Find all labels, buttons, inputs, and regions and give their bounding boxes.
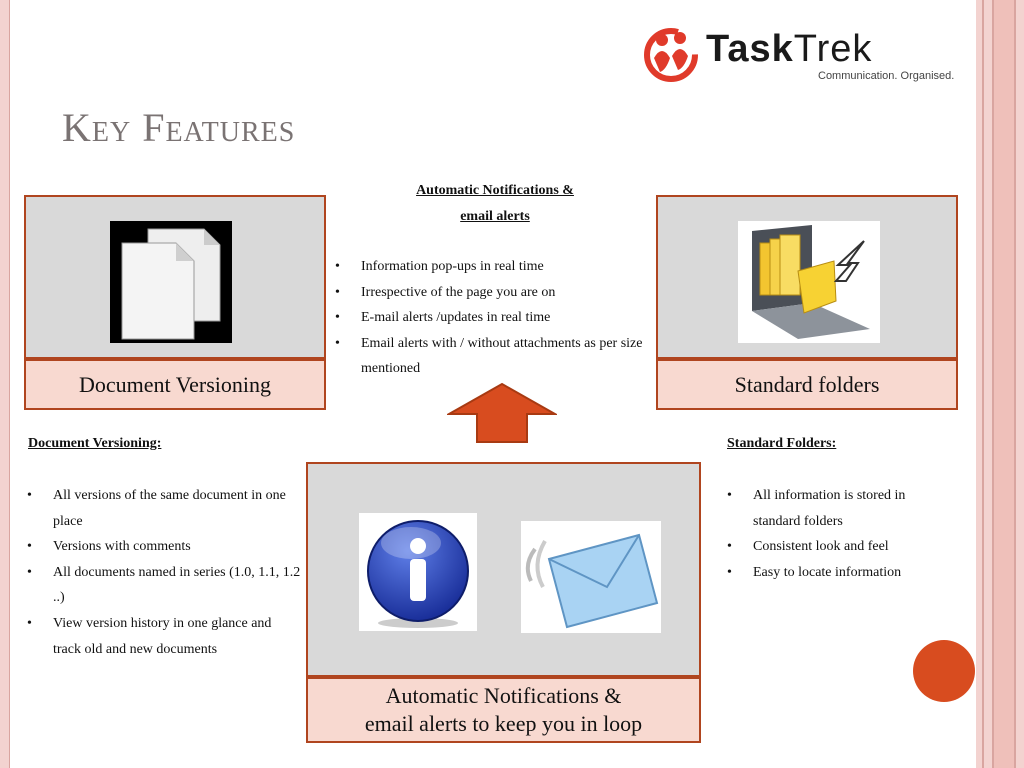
notifications-heading: Automatic Notifications & email alerts [416,183,574,224]
brand-tagline: Communication. Organised. [818,70,955,82]
list-item: • View version history in one glance and track old and new documents [27,611,302,662]
people-logo-icon [640,22,702,84]
envelope-icon [521,521,661,633]
list-item: • Consistent look and feel [727,534,942,560]
versioning-bullet-list [27,483,302,662]
list-item: • All information is stored in standard folders [727,483,942,534]
page-title: Key Features [62,105,296,150]
tasktrek-logo [640,22,960,92]
folders-section-heading: Standard Folders: [727,436,837,451]
list-item: • Irrespective of the page you are on [335,280,650,306]
document-versioning-panel [24,195,326,359]
standard-folders-panel [656,195,958,359]
right-decorative-stripes [976,0,1024,768]
list-item: • E-mail alerts /updates in real time [335,305,650,331]
list-item: • Versions with comments [27,534,302,560]
list-item: • All documents named in series (1.0, 1.1, 1.2 ..) [27,560,302,611]
laptop-folder-icon [738,221,880,343]
notifications-panel [306,462,701,677]
folders-bullet-list [727,483,942,585]
document-versioning-label: Document Versioning [24,359,326,410]
versioning-section-heading: Document Versioning: [28,436,162,451]
info-icon [359,513,477,631]
up-arrow-icon [447,382,557,444]
list-item: • Email alerts with / without attachments as per size mentioned [335,331,650,382]
left-decorative-border [0,0,10,768]
notifications-bullet-list [335,254,650,382]
decorative-orange-circle [913,640,975,702]
standard-folders-label: Standard folders [656,359,958,410]
notifications-label: Automatic Notifications & email alerts to keep you in loop [306,677,701,743]
documents-icon [110,221,232,343]
brand-name: TaskTrek [706,28,873,70]
list-item: • Easy to locate information [727,560,942,586]
list-item: • All versions of the same document in one place [27,483,302,534]
list-item: • Information pop-ups in real time [335,254,650,280]
